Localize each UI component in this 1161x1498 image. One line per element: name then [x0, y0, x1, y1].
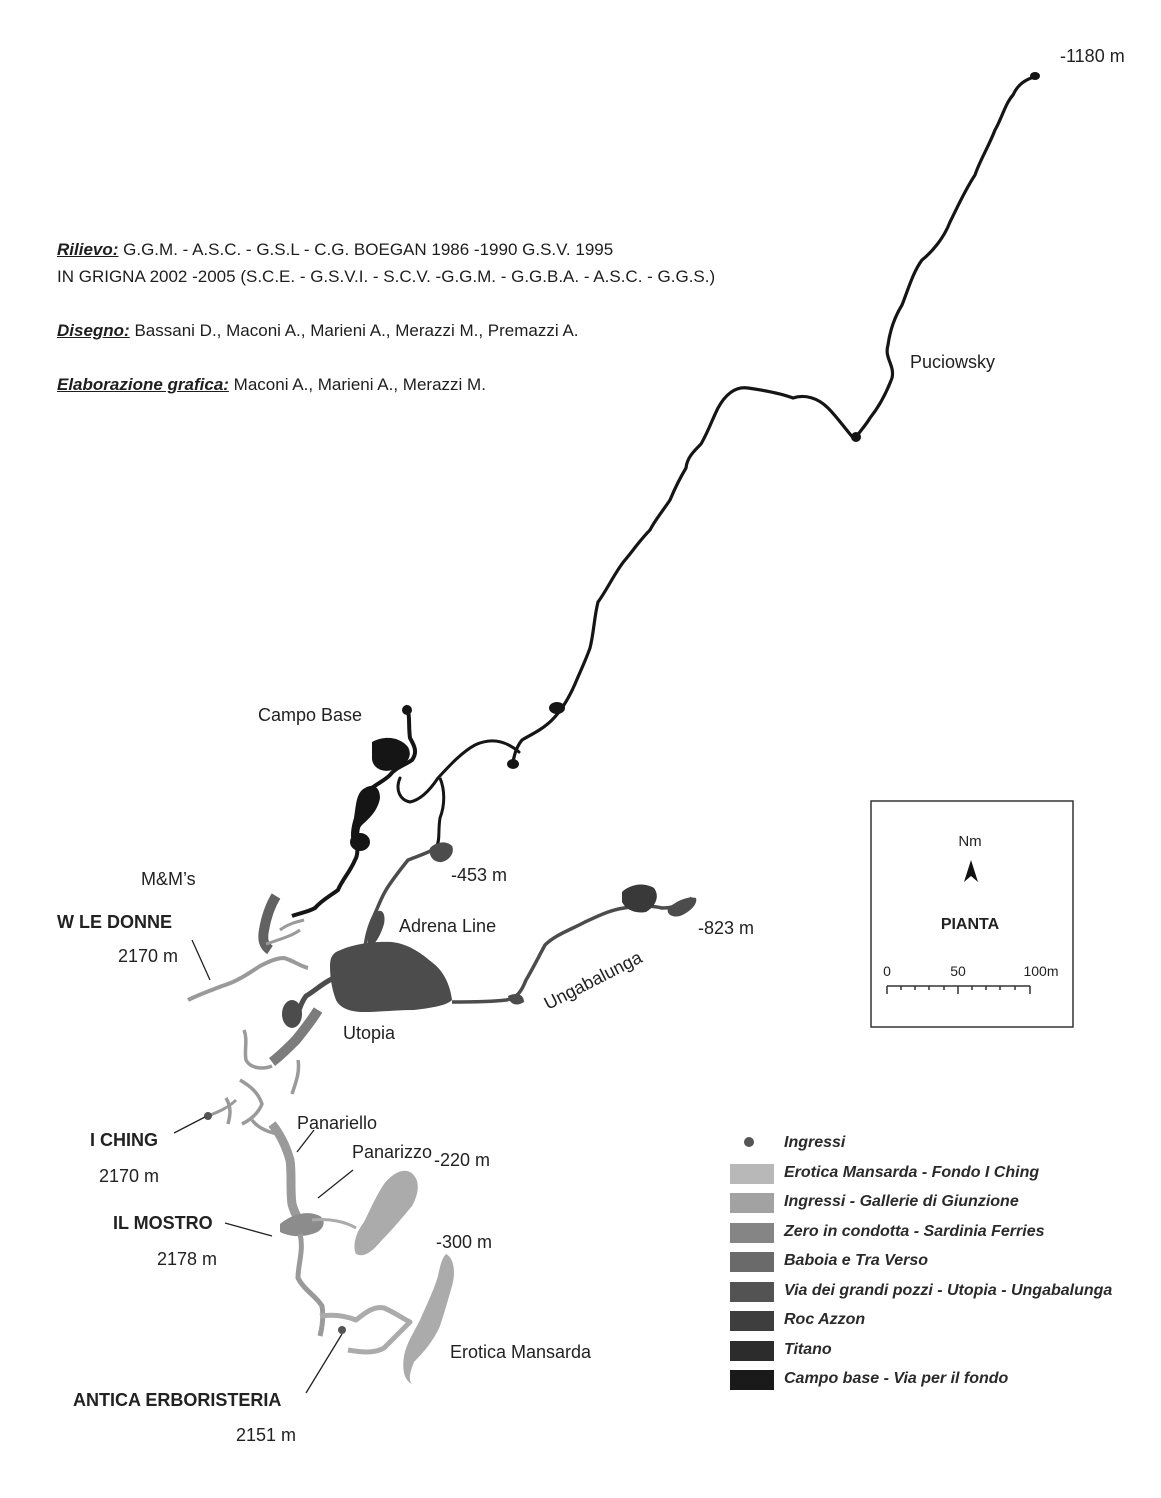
- i-ching-link: [208, 1100, 236, 1116]
- label-depth-1180: -1180 m: [1060, 46, 1125, 66]
- legend-swatch: [730, 1193, 774, 1213]
- legend-swatch: [730, 1311, 774, 1331]
- passage-tra-verso: [266, 920, 304, 944]
- label-utopia: Utopia: [343, 1023, 396, 1043]
- view-label: PIANTA: [940, 916, 1000, 933]
- legend-label: Campo base - Via per il fondo: [784, 1370, 1009, 1387]
- elaborazione-label: Elaborazione grafica:: [57, 375, 229, 394]
- label-depth-453: -453 m: [451, 865, 508, 885]
- legend-label: Roc Azzon: [784, 1311, 866, 1328]
- chamber-1180: [1030, 72, 1040, 80]
- rilievo-text-1: G.G.M. - A.S.C. - G.S.L - C.G. BOEGAN 1986 -1990 G.S.V. 1995: [123, 240, 614, 259]
- ungabalunga-midchamber: [508, 994, 524, 1004]
- entrance-antica-erboristeria: [338, 1326, 346, 1334]
- entrance-il-mostro-elev: 2178 m: [157, 1249, 218, 1269]
- legend-label: Zero in condotta - Sardinia Ferries: [784, 1222, 1045, 1240]
- passage-antica-erboristeria: [298, 1234, 323, 1336]
- credits-rilievo: [57, 236, 715, 263]
- passage-via-per-il-fondo: [512, 76, 1036, 765]
- entrance-dot-icon: [744, 1137, 754, 1147]
- legend-swatch: [730, 1370, 774, 1390]
- rilievo-label: Rilievo:: [57, 240, 119, 259]
- titano-shaft: [292, 706, 415, 916]
- scale-tick-0: 0: [883, 963, 891, 979]
- label-depth-220: -220 m: [434, 1150, 491, 1170]
- chamber-453: [430, 842, 453, 862]
- chamber-south-end: [507, 759, 519, 769]
- label-ungabalunga: Ungabalunga: [540, 947, 646, 1014]
- chamber-220: [354, 1171, 417, 1255]
- legend-swatch: [730, 1164, 774, 1184]
- il-mostro-chamber: [280, 1213, 324, 1236]
- label-adrena-line: Adrena Line: [399, 916, 497, 936]
- passage-panariello: [272, 1124, 300, 1224]
- legend-label: Ingressi - Gallerie di Giunzione: [784, 1193, 1019, 1210]
- scale-bar: [887, 986, 1030, 994]
- chamber-midway: [549, 702, 565, 714]
- entrance-w-le-donne-elev: 2170 m: [118, 946, 179, 966]
- campo-base-top: [402, 705, 412, 715]
- scale-tick-100m: 100m: [1023, 963, 1059, 979]
- label-puciowsky: Puciowsky: [910, 352, 996, 372]
- passage-w-le-donne: [188, 958, 308, 1000]
- entrance-antica-erboristeria-name: ANTICA ERBORISTERIA: [73, 1390, 282, 1410]
- entrance-il-mostro-name: IL MOSTRO: [113, 1213, 213, 1233]
- legend-label: Via dei grandi pozzi - Utopia - Ungabalunga: [784, 1281, 1113, 1299]
- credits-elaborazione: [57, 371, 715, 398]
- legend-label: Erotica Mansarda - Fondo I Ching: [784, 1163, 1040, 1181]
- legend-swatch: [730, 1223, 774, 1243]
- passage-campo-base-south: [437, 778, 444, 845]
- legend-label: Baboia e Tra Verso: [784, 1252, 929, 1269]
- survey-credits: [57, 236, 715, 398]
- label-mms: M&M’s: [141, 869, 196, 889]
- legend-label: Ingressi: [784, 1134, 846, 1151]
- label-campo-base: Campo Base: [258, 705, 363, 725]
- disegno-label: Disegno:: [57, 321, 130, 340]
- utopia-chamber: [330, 942, 452, 1012]
- entrance-i-ching: [204, 1112, 212, 1120]
- entrance-i-ching-name: I CHING: [90, 1130, 159, 1150]
- legend-swatch: [730, 1252, 774, 1272]
- rilievo-text-2: IN GRIGNA 2002 -2005 (S.C.E. - G.S.V.I. - S.C.V. -G.G.M. - G.G.B.A. - A.S.C. - G.G.S.): [57, 267, 716, 286]
- passage-erotica-mansarda: [320, 1308, 410, 1352]
- credits-disegno: [57, 317, 715, 344]
- entrance-w-le-donne-name: W LE DONNE: [57, 912, 172, 932]
- label-depth-300: -300 m: [436, 1232, 493, 1252]
- entrance-i-ching-elev: 2170 m: [99, 1166, 160, 1186]
- entrance-antica-erboristeria-elev: 2151 m: [236, 1425, 297, 1445]
- leader-lines: [174, 940, 353, 1393]
- label-erotica-mansarda: Erotica Mansarda: [450, 1342, 592, 1362]
- legend-label: Titano: [784, 1340, 832, 1358]
- chamber-300: [403, 1254, 454, 1384]
- north-label: Nm: [958, 833, 982, 850]
- north-arrow-icon: [964, 860, 978, 882]
- disegno-text: Bassani D., Maconi A., Marieni A., Merazzi M., Premazzi A.: [134, 321, 579, 340]
- utopia-small-chamber: [282, 1000, 302, 1028]
- legend-swatch: [730, 1341, 774, 1361]
- chamber-823: [668, 897, 697, 916]
- campo-base-pool: [350, 833, 370, 851]
- elaborazione-text: Maconi A., Marieni A., Merazzi M.: [233, 375, 486, 394]
- label-panarizzo: Panarizzo: [352, 1142, 433, 1162]
- chamber-puciowsky: [851, 432, 861, 442]
- label-panariello: Panariello: [297, 1113, 378, 1133]
- scale-tick-50: 50: [950, 963, 966, 979]
- legend-swatch: [730, 1282, 774, 1302]
- label-depth-823: -823 m: [698, 918, 755, 938]
